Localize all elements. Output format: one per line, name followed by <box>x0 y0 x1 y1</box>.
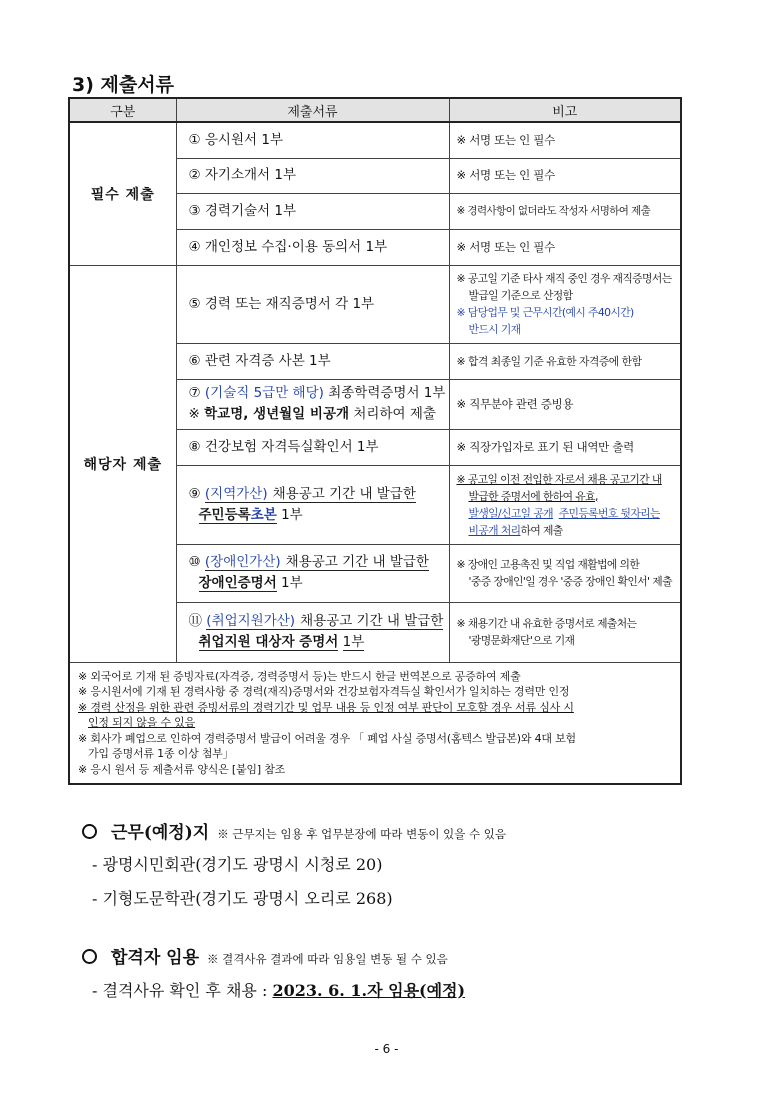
doc-num: ⑨ <box>188 485 201 502</box>
doc-bold: 취업지원 대상자 증명서 <box>198 634 339 650</box>
doc-text: 채용공고 기간 내 발급한 <box>268 486 416 503</box>
doc-bold: 장애인증명서 <box>198 575 277 591</box>
footnote: ※ 외국어로 기재 된 증빙자료(자격증, 경력증명서 등)는 반드시 한글 번역본으로 공증하여 제출 <box>78 669 521 683</box>
note-cell <box>449 265 681 343</box>
doc-cell <box>176 465 449 544</box>
note-line: ※ 담당업무 및 근무시간(예시 주40시간) <box>456 306 634 319</box>
note-line: '중증 장애인'일 경우 '중증 장애인 확인서' 제출 <box>468 575 672 588</box>
note-cell <box>449 544 681 602</box>
note-cell: ※ 직장가입자로 표기 된 내역만 출력 <box>449 429 681 465</box>
footnote: ※ 응시원서에 기재 된 경력사항 중 경력(재직)증명서와 건강보험자격득실 확인서가 일치하는 경력만 인정 <box>78 685 570 698</box>
note-cell: ※ 서명 또는 인 필수 <box>449 122 681 158</box>
note-cell: ※ 경력사항이 없더라도 작성자 서명하여 제출 <box>449 193 681 229</box>
note-line: ※ 공고일 기준 타사 재직 중인 경우 재직증명서는 <box>456 272 672 285</box>
page-number: - 6 - <box>374 1042 399 1056</box>
note-line <box>457 505 681 522</box>
footnote: 인정 되지 않을 수 있음 <box>88 716 196 729</box>
doc-condition: (기술직 5급만 해당) <box>204 385 324 401</box>
footnote: ※ 회사가 폐업으로 인하여 경력증명서 발급이 어려울 경우 「 폐업 사실 증명서(홈텍스 발급본)와 4대 보험 <box>78 731 576 745</box>
footnotes-row <box>69 662 681 784</box>
appointment-title: 합격자 임용 <box>111 948 200 968</box>
note-line <box>457 522 681 539</box>
doc-cell: ③ 경력기술서 1부 <box>176 193 449 229</box>
note-line: '광명문화재단'으로 기재 <box>468 634 575 647</box>
note-text: ※ 공고일 이전 전입한 자로서 채용 공고기간 내 <box>456 472 662 486</box>
note-line: 반드시 기재 <box>468 323 521 336</box>
documents-table <box>68 97 682 785</box>
doc-line <box>189 404 449 425</box>
note-cell <box>449 602 681 662</box>
doc-text: 채용공고 기간 내 발급한 <box>295 613 443 630</box>
workplace-section <box>82 818 506 843</box>
table-row <box>69 122 681 158</box>
doc-cell: ⑧ 건강보험 자격득실확인서 1부 <box>176 429 449 465</box>
section-heading: 3) 제출서류 <box>72 74 174 96</box>
doc-line <box>189 505 449 526</box>
note-line <box>457 488 681 505</box>
doc-cell <box>176 544 449 602</box>
note-text: 하여 제출 <box>520 523 563 537</box>
group-required: 필수 제출 <box>69 122 176 265</box>
doc-text: 1부 <box>281 506 303 523</box>
doc-line <box>189 632 449 653</box>
workplace-note: ※ 근무지는 임용 후 업무분장에 따라 변동이 있을 수 있음 <box>217 827 506 841</box>
note-cell: ※ 서명 또는 인 필수 <box>449 229 681 265</box>
note-text: 주민등록번호 뒷자리는 <box>558 506 660 520</box>
note-cell: ※ 합격 최종일 기준 유효한 자격증에 한함 <box>449 343 681 379</box>
note-text: 발급한 증명서에 한하여 유효, <box>468 489 598 503</box>
workplace-item: - 광명시민회관(경기도 광명시 시청로 20) <box>92 855 383 874</box>
appointment-prefix: - 결격사유 확인 후 채용 : <box>92 981 268 1000</box>
doc-line <box>189 383 449 404</box>
note-text: 비공개 처리 <box>468 523 521 537</box>
table-header-row <box>69 98 681 122</box>
appointment-section <box>82 943 448 968</box>
doc-cell: ① 응시원서 1부 <box>176 122 449 158</box>
doc-text: 채용공고 기간 내 발급한 <box>281 554 429 571</box>
doc-num: ⑩ <box>188 554 201 570</box>
header-category: 구분 <box>69 98 176 122</box>
doc-num: ⑦ <box>188 385 201 401</box>
note-text: 발생일/신고일 공개 <box>468 506 554 520</box>
circle-bullet-icon <box>82 824 97 839</box>
doc-cell: ⑤ 경력 또는 재직증명서 각 1부 <box>176 265 449 343</box>
doc-line <box>189 552 449 573</box>
circle-bullet-icon <box>82 949 97 964</box>
doc-cell <box>176 379 449 429</box>
doc-bold: 학교명, 생년월일 비공개 <box>204 406 350 422</box>
doc-line <box>189 611 449 632</box>
doc-text: 1부 <box>342 634 365 650</box>
doc-condition: (취업지원가산) <box>206 613 296 629</box>
appointment-note: ※ 결격사유 결과에 따라 임용일 변동 될 수 있음 <box>207 952 448 966</box>
doc-mark: ※ <box>188 406 200 422</box>
workplace-item: - 기형도문학관(경기도 광명시 오리로 268) <box>92 889 393 908</box>
doc-text: 1부 <box>281 575 303 591</box>
doc-bold-blue: 초본 <box>250 506 277 523</box>
doc-text: 최종학력증명서 1부 <box>328 385 446 401</box>
note-line <box>457 471 681 488</box>
footnote: ※ 경력 산정을 위한 관련 증빙서류의 경력기간 및 업무 내용 등 인정 여부 판단이 모호할 경우 서류 심사 시 <box>78 700 574 714</box>
group-conditional: 해당자 제출 <box>69 265 176 662</box>
header-documents: 제출서류 <box>176 98 449 122</box>
doc-condition: (지역가산) <box>204 485 268 502</box>
header-remarks: 비고 <box>449 98 681 122</box>
footnote: 가입 증명서류 1종 이상 첨부」 <box>88 747 234 760</box>
note-line: ※ 장애인 고용촉진 및 직업 재활법에 의한 <box>456 558 640 571</box>
appointment-line <box>92 978 465 1001</box>
doc-line <box>189 484 449 505</box>
doc-cell: ⑥ 관련 자격증 사본 1부 <box>176 343 449 379</box>
appointment-date: 2023. 6. 1.자 임용(예정) <box>272 981 466 1000</box>
note-cell: ※ 서명 또는 인 필수 <box>449 158 681 193</box>
note-cell <box>449 465 681 544</box>
footnotes-cell <box>69 662 681 784</box>
workplace-title: 근무(예정)지 <box>111 823 210 843</box>
note-line: 발급일 기준으로 산정함 <box>468 289 573 302</box>
doc-condition: (장애인가산) <box>204 554 281 570</box>
doc-cell: ② 자기소개서 1부 <box>176 158 449 193</box>
doc-bold: 주민등록 <box>198 506 251 523</box>
doc-cell: ④ 개인정보 수집·이용 동의서 1부 <box>176 229 449 265</box>
doc-num: ⑪ <box>188 613 202 629</box>
note-line: ※ 채용기간 내 유효한 증명서로 제출처는 <box>456 617 637 630</box>
doc-text: 처리하여 제출 <box>353 406 436 422</box>
note-cell: ※ 직무분야 관련 증빙용 <box>449 379 681 429</box>
doc-cell <box>176 602 449 662</box>
table-row <box>69 265 681 343</box>
footnote: ※ 응시 원서 등 제출서류 양식은 [붙임] 참조 <box>78 762 286 776</box>
doc-line <box>189 573 449 594</box>
